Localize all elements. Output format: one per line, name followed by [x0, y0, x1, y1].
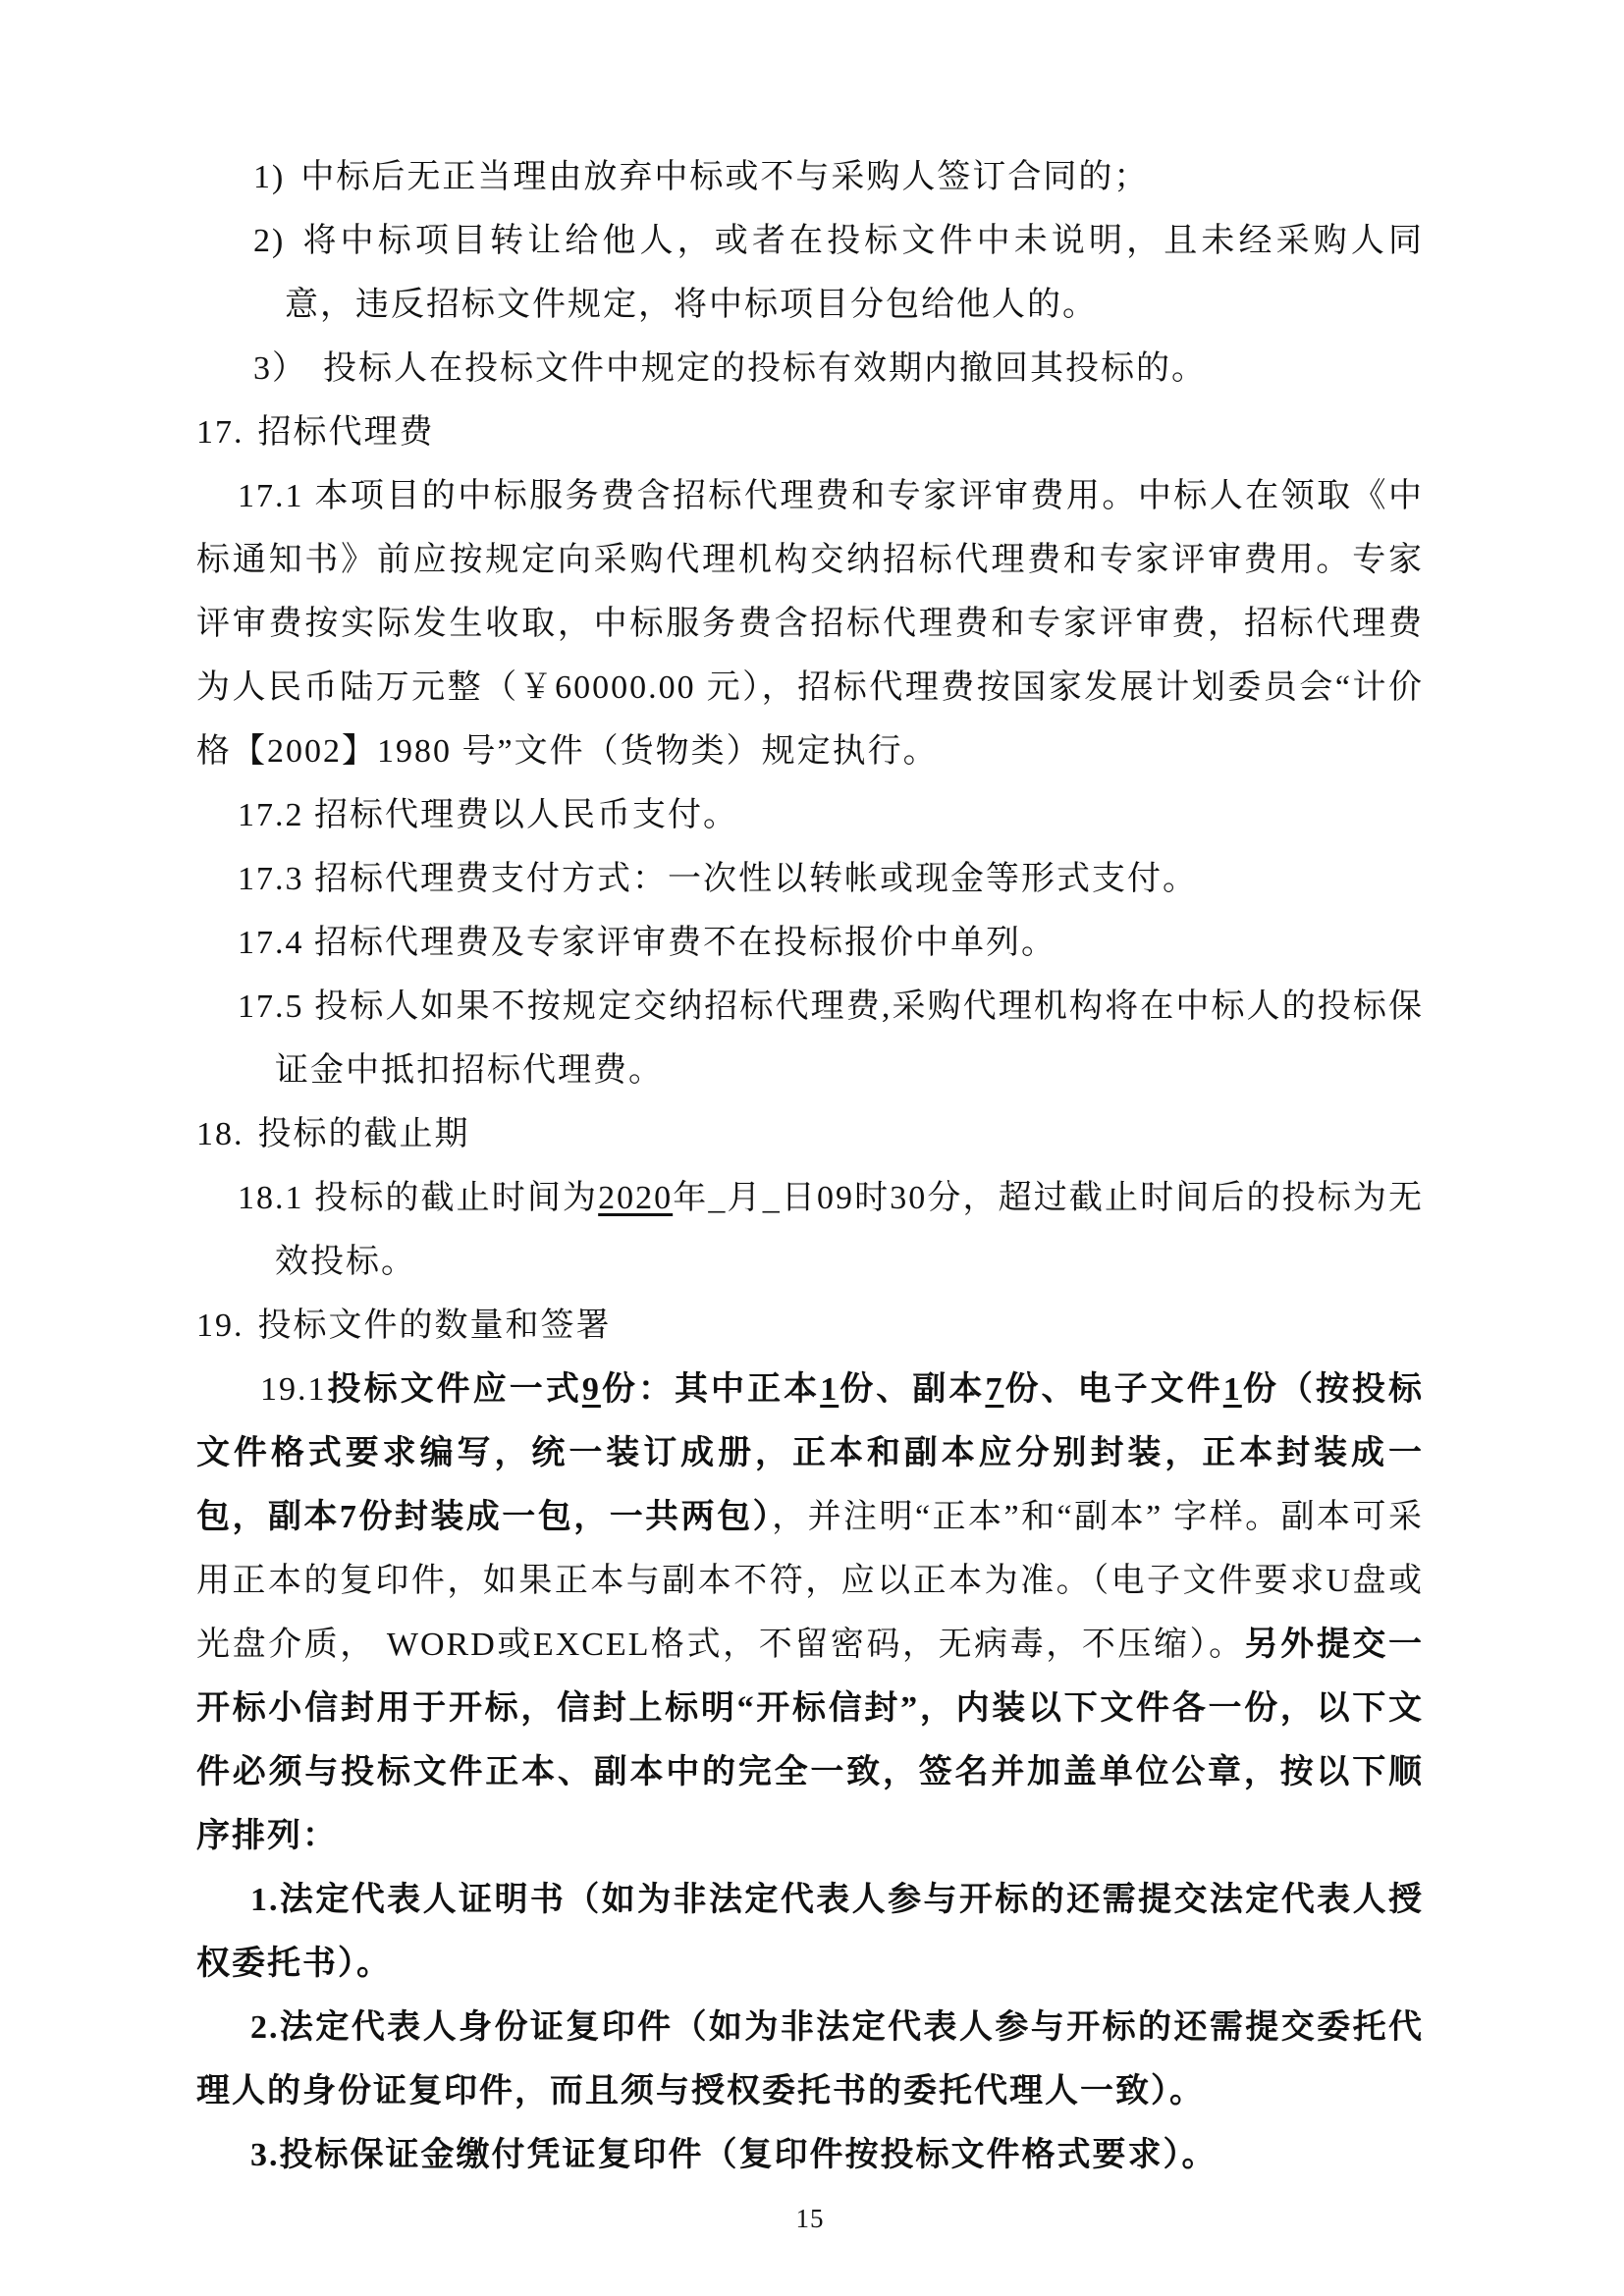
clause-19-number: 19.	[196, 1308, 244, 1344]
clause-18-title: 投标的截止期	[257, 1116, 470, 1152]
list-item-2-marker: 2)	[253, 223, 286, 259]
clause-19-1-count-original: 1	[820, 1371, 839, 1408]
clause-17-title: 招标代理费	[257, 414, 435, 451]
clause-18-heading	[196, 1102, 1424, 1166]
clause-17-3: 17.3 招标代理费支付方式：一次性以转帐或现金等形式支付。	[238, 861, 1198, 897]
envelope-item-3: 3.投标保证金缴付凭证复印件（复印件按投标文件格式要求）。	[250, 2137, 1218, 2173]
envelope-item-2: 2.法定代表人身份证复印件（如为非法定代表人参与开标的还需提交委托代理人的身份证复印件，而且须与授权委托书的委托代理人一致）。	[196, 2009, 1424, 2109]
clause-17-number: 17.	[196, 414, 244, 451]
list-item-3-marker: 3）	[253, 350, 307, 387]
clause-17-1: 17.1 本项目的中标服务费含招标代理费和专家评审费用。中标人在领取《中标通知书》前应按规定向采购代理机构交纳招标代理费和专家评审费用。专家评审费按实际发生收取，中标服务费含招标代理费和专家评审费，招标代理费为人民币陆万元整（￥60000.00 元），招标代理费按国家发展计划委员会“计价格【2002】1980 号”文件（货物类）规定执行。	[196, 478, 1424, 770]
page-number: 15	[795, 2204, 825, 2233]
clause-19-1-bold-a: 投标文件应一式	[326, 1371, 582, 1408]
list-item-1-text: 中标后无正当理由放弃中标或不与采购人签订合同的；	[300, 159, 1150, 195]
list-item-2	[196, 209, 1424, 337]
list-item-1-marker: 1)	[253, 159, 286, 195]
clause-18-number: 18.	[196, 1116, 244, 1152]
list-item-2-text: 将中标项目转让给他人，或者在投标文件中未说明，且未经采购人同意，违反招标文件规定，将中标项目分包给他人的。	[285, 223, 1424, 323]
clause-19-title: 投标文件的数量和签署	[257, 1308, 612, 1344]
clause-19-1-bold-d: 份、电子文件	[1003, 1371, 1223, 1408]
clause-19-1-regular: ，并注明“正本”和“副本” 字样。副本可采用正本的复印件，如果正本与副本不符，应以正本为准。（电子文件要求U盘或光盘介质， WORD或EXCEL格式，不留密码，无病毒，不压缩）。	[196, 1499, 1424, 1663]
clause-17-5: 17.5 投标人如果不按规定交纳招标代理费,采购代理机构将在中标人的投标保证金中抵扣招标代理费。	[238, 988, 1424, 1089]
clause-19-heading	[196, 1294, 1424, 1358]
list-item-3	[196, 337, 1424, 400]
clause-18-1-text-b: 年_月_日09时30分，超过截止时间后的投标为无效投标。	[275, 1180, 1425, 1280]
clause-19-1-bold-c: 份、副本	[839, 1371, 986, 1408]
clause-19-1-count-electronic: 1	[1222, 1371, 1242, 1408]
clause-18-1-text-a: 18.1 投标的截止时间为	[238, 1180, 599, 1216]
list-item-1	[196, 145, 1424, 209]
clause-19-1-bold-f: 另外提交一开标小信封用于开标，信封上标明“开标信封”，内装以下文件各一份，以下文件必须与投标文件正本、副本中的完全一致，签名并加盖单位公章，按以下顺序排列：	[196, 1627, 1424, 1854]
clause-17-4: 17.4 招标代理费及专家评审费不在投标报价中单列。	[238, 925, 1056, 961]
clause-19-1-count-total: 9	[581, 1371, 601, 1408]
clause-19-1-number: 19.1	[260, 1371, 327, 1408]
clause-18-1	[196, 1166, 1424, 1294]
clause-17-2: 17.2 招标代理费以人民币支付。	[238, 797, 738, 833]
clause-19-1-bold-b: 份：其中正本	[600, 1371, 821, 1408]
clause-19-1-bold-e: 份（按投标文件格式要求编写，统一装订成册，正本和副本应分别封装，正本封装成一包，副本7份封装成一包，一共两包）	[196, 1371, 1424, 1535]
clause-17-heading	[196, 400, 1424, 464]
clause-19-1-count-copies: 7	[985, 1371, 1004, 1408]
clause-19-1	[196, 1358, 1424, 1868]
clause-18-1-year-underlined: 2020	[598, 1180, 674, 1216]
list-item-3-text: 投标人在投标文件中规定的投标有效期内撤回其投标的。	[323, 350, 1207, 387]
envelope-item-1: 1.法定代表人证明书（如为非法定代表人参与开标的还需提交法定代表人授权委托书）。	[196, 1882, 1424, 1982]
